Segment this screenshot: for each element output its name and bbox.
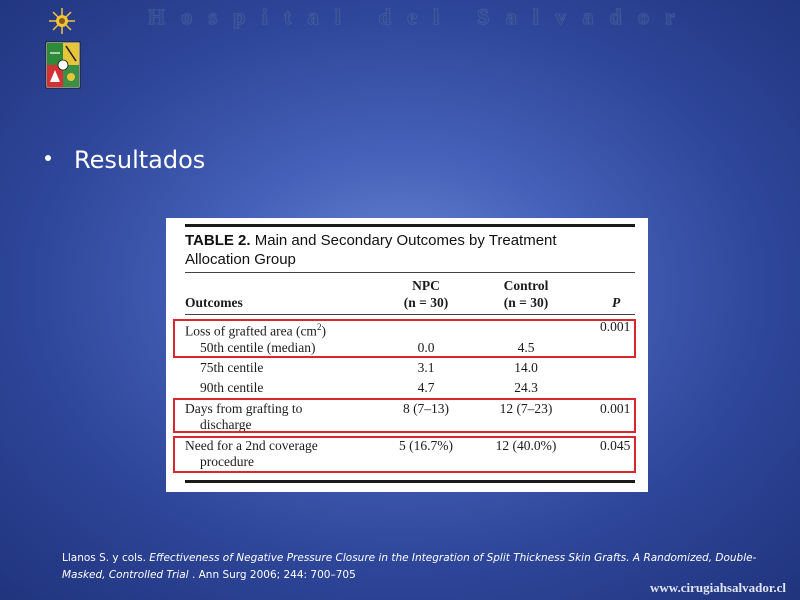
table-cell-control: 12 (7–23) [499,401,553,416]
table-row-label: Need for a 2nd coverage [185,438,318,453]
table-rule-header-top [185,272,635,273]
citation-article-title: Effectiveness of Negative Pressure Closure in the Integration of Split Thickness Skin Grafts. A Randomized, Double-Masked, Controlled Trial [62,552,757,581]
table-cell-npc: 4.7 [417,380,435,395]
table-row-label-continued: discharge [200,417,252,432]
table-row-label: 50th centile (median) [200,340,316,355]
column-header-control-n: (n = 30) [503,295,549,310]
table-cell-p: 0.001 [600,401,631,416]
table-cell-npc: 3.1 [417,360,435,375]
column-header-outcomes: Outcomes [185,295,243,310]
university-coat-of-arms-icon [40,6,86,90]
website-url: www.cirugiahsalvador.cl [650,580,787,595]
table-cell-npc: 5 (16.7%) [399,438,453,453]
table-cell-p: 0.045 [600,438,631,453]
highlight-box-days-to-discharge [173,398,636,433]
slide-title: Hospital del Salvador [148,4,692,29]
bullet-dot [45,155,51,161]
outcomes-table [166,218,648,492]
table-row-label: Loss of grafted area $(cm^2)$ [185,322,326,339]
table-cell-npc: 8 (7–13) [402,401,450,416]
table-cell-control: 12 (40.0%) [495,438,557,453]
table-rule-header-bottom [185,314,635,315]
citation-authors: Llanos S. y cols. [62,552,150,564]
table-rule-bottom [185,480,635,483]
table-caption [185,231,635,269]
highlight-box-loss-grafted-area [173,319,636,358]
table-row-label: 90th centile [200,380,264,395]
table-cell-control: 24.3 [514,380,538,395]
column-header-npc-n: (n = 30) [403,295,449,310]
table-cell-control: 4.5 [517,340,535,355]
column-header-control: Control [503,278,549,293]
citation-journal: . Ann Surg 2006; 244: 700–705 [188,569,356,581]
table-row-label: Days from grafting to [185,401,303,416]
table-row-label-continued: procedure [200,454,254,469]
column-header-npc: NPC [412,278,440,293]
table-cell-p: 0.001 [600,319,631,334]
table-caption-line2: Allocation Group [185,251,296,268]
table-cell-control: 14.0 [514,360,538,375]
column-header-p: P [612,295,621,310]
citation [62,550,762,584]
table-row-label: 75th centile [200,360,264,375]
bullet-text: Resultados [74,146,206,174]
table-rule-top [185,224,635,227]
table-cell-npc: 0.0 [417,340,435,355]
bullet-item [45,146,205,174]
table-label: TABLE 2. [185,232,251,249]
table-caption-line1: Main and Secondary Outcomes by Treatment [254,232,557,249]
highlight-box-second-coverage [173,436,636,473]
